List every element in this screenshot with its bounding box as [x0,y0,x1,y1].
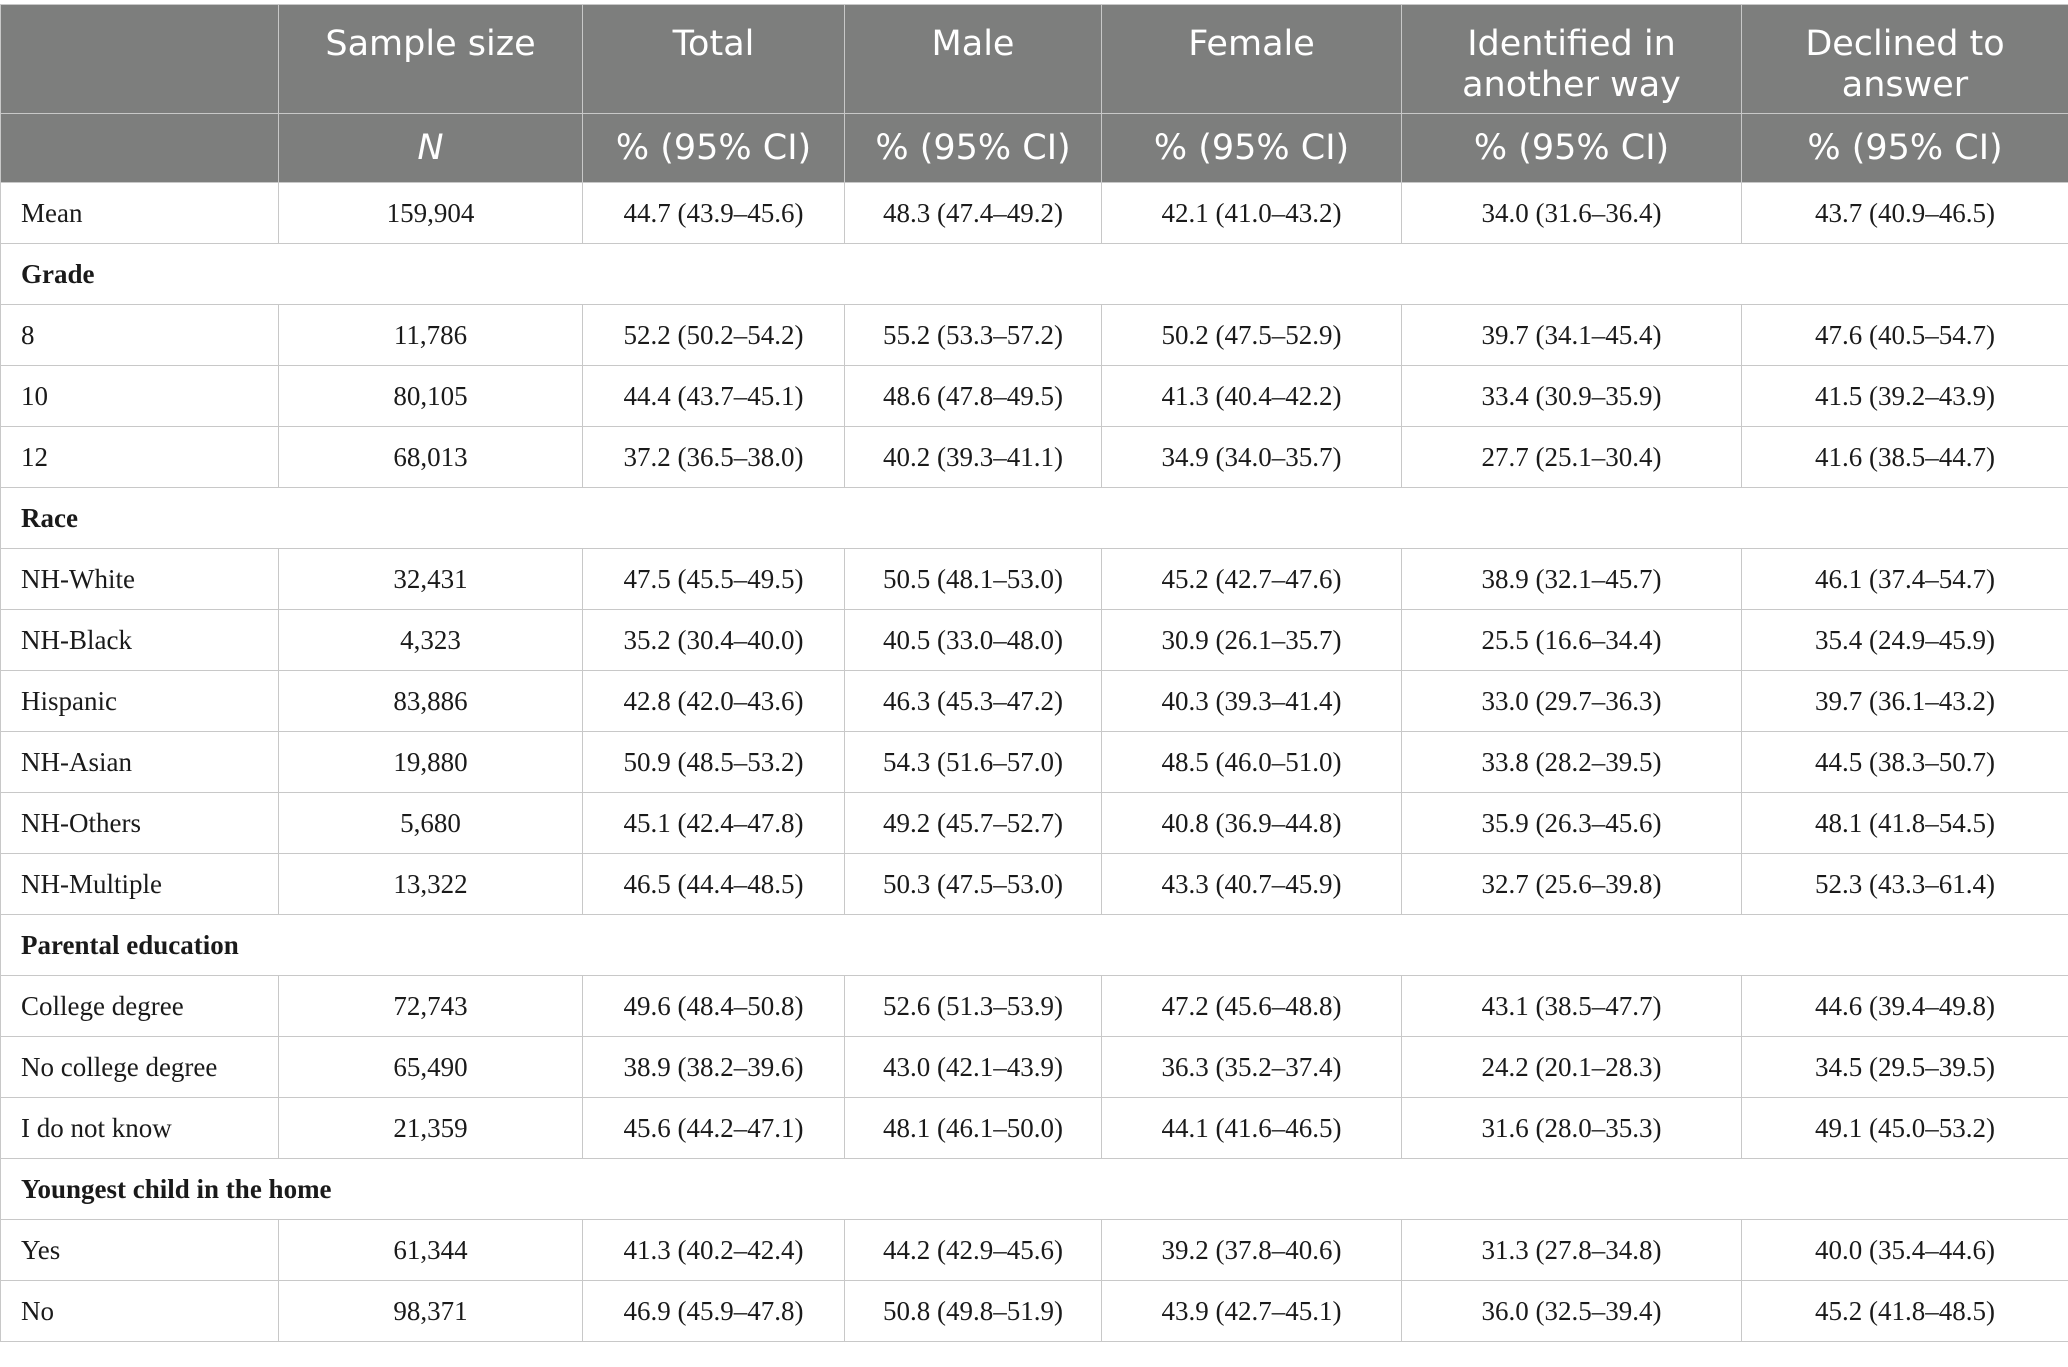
table-cell: 32.7 (25.6–39.8) [1402,854,1742,915]
row-label: 10 [1,366,279,427]
table-cell: 49.6 (48.4–50.8) [583,976,845,1037]
table-cell: 33.0 (29.7–36.3) [1402,671,1742,732]
row-label: Mean [1,183,279,244]
row-label: NH-Asian [1,732,279,793]
table-cell: 47.6 (40.5–54.7) [1742,305,2068,366]
table-cell: 25.5 (16.6–34.4) [1402,610,1742,671]
table-cell: 43.3 (40.7–45.9) [1102,854,1402,915]
table-cell: 41.3 (40.4–42.2) [1102,366,1402,427]
table-cell: 43.7 (40.9–46.5) [1742,183,2068,244]
table-cell: 39.7 (36.1–43.2) [1742,671,2068,732]
table-row [1,854,2068,915]
row-label: NH-Others [1,793,279,854]
row-label: 8 [1,305,279,366]
row-label: 12 [1,427,279,488]
row-label: NH-Black [1,610,279,671]
table-row [1,671,2068,732]
table-row [1,366,2068,427]
table-cell: 48.5 (46.0–51.0) [1102,732,1402,793]
header-male: Male [845,5,1102,114]
section-header-row [1,488,2068,549]
row-label: NH-White [1,549,279,610]
table-row [1,1281,2068,1342]
table-cell: 98,371 [279,1281,583,1342]
table-cell: 39.7 (34.1–45.4) [1402,305,1742,366]
table-cell: 45.2 (42.7–47.6) [1102,549,1402,610]
row-label: Yes [1,1220,279,1281]
table-cell: 44.2 (42.9–45.6) [845,1220,1102,1281]
table-cell: 30.9 (26.1–35.7) [1102,610,1402,671]
table-cell: 61,344 [279,1220,583,1281]
table-cell: 36.0 (32.5–39.4) [1402,1281,1742,1342]
table-cell: 37.2 (36.5–38.0) [583,427,845,488]
subheader-corner [1,114,279,183]
table-cell: 48.3 (47.4–49.2) [845,183,1102,244]
table-cell: 48.1 (41.8–54.5) [1742,793,2068,854]
header-identified-another-way: Identified in another way [1402,5,1742,114]
table-row [1,183,2068,244]
table-row [1,793,2068,854]
table-row [1,610,2068,671]
section-header-row [1,915,2068,976]
table-cell: 5,680 [279,793,583,854]
table-cell: 32,431 [279,549,583,610]
table-cell: 45.2 (41.8–48.5) [1742,1281,2068,1342]
table-cell: 42.8 (42.0–43.6) [583,671,845,732]
table-cell: 44.1 (41.6–46.5) [1102,1098,1402,1159]
table-cell: 21,359 [279,1098,583,1159]
table-cell: 159,904 [279,183,583,244]
table-cell: 52.2 (50.2–54.2) [583,305,845,366]
table-cell: 40.3 (39.3–41.4) [1102,671,1402,732]
table-cell: 34.5 (29.5–39.5) [1742,1037,2068,1098]
section-header-row [1,244,2068,305]
table-cell: 50.9 (48.5–53.2) [583,732,845,793]
row-label: I do not know [1,1098,279,1159]
header-declined-to-answer: Declined to answer [1742,5,2068,114]
table-cell: 46.1 (37.4–54.7) [1742,549,2068,610]
header-row-units [1,114,2068,183]
table-cell: 35.2 (30.4–40.0) [583,610,845,671]
table-cell: 13,322 [279,854,583,915]
table-row [1,732,2068,793]
table-cell: 34.9 (34.0–35.7) [1102,427,1402,488]
table-row [1,427,2068,488]
table-cell: 43.9 (42.7–45.1) [1102,1281,1402,1342]
table-cell: 40.5 (33.0–48.0) [845,610,1102,671]
table-cell: 55.2 (53.3–57.2) [845,305,1102,366]
table-cell: 42.1 (41.0–43.2) [1102,183,1402,244]
table-cell: 40.0 (35.4–44.6) [1742,1220,2068,1281]
table-cell: 41.3 (40.2–42.4) [583,1220,845,1281]
table-cell: 46.3 (45.3–47.2) [845,671,1102,732]
table-row [1,1098,2068,1159]
table-cell: 43.1 (38.5–47.7) [1402,976,1742,1037]
header-corner [1,5,279,114]
table-cell: 50.8 (49.8–51.9) [845,1281,1102,1342]
table-cell: 40.8 (36.9–44.8) [1102,793,1402,854]
subheader-total-ci: % (95% CI) [583,114,845,183]
table-cell: 44.7 (43.9–45.6) [583,183,845,244]
table-cell: 47.2 (45.6–48.8) [1102,976,1402,1037]
table-cell: 31.6 (28.0–35.3) [1402,1098,1742,1159]
table-header [1,5,2068,183]
table-cell: 48.1 (46.1–50.0) [845,1098,1102,1159]
table-row [1,976,2068,1037]
section-label: Grade [1,244,2068,305]
table-cell: 44.5 (38.3–50.7) [1742,732,2068,793]
table-cell: 35.4 (24.9–45.9) [1742,610,2068,671]
table-cell: 33.4 (30.9–35.9) [1402,366,1742,427]
table-cell: 38.9 (38.2–39.6) [583,1037,845,1098]
table-cell: 52.3 (43.3–61.4) [1742,854,2068,915]
table-cell: 49.1 (45.0–53.2) [1742,1098,2068,1159]
table-cell: 50.3 (47.5–53.0) [845,854,1102,915]
table-cell: 31.3 (27.8–34.8) [1402,1220,1742,1281]
row-label: No [1,1281,279,1342]
section-label: Race [1,488,2068,549]
table-cell: 4,323 [279,610,583,671]
table-row [1,305,2068,366]
row-label: No college degree [1,1037,279,1098]
table-cell: 65,490 [279,1037,583,1098]
table-cell: 68,013 [279,427,583,488]
header-sample-size: Sample size [279,5,583,114]
row-label: Hispanic [1,671,279,732]
table-cell: 44.6 (39.4–49.8) [1742,976,2068,1037]
header-total: Total [583,5,845,114]
table-cell: 40.2 (39.3–41.1) [845,427,1102,488]
table-row [1,549,2068,610]
table-cell: 34.0 (31.6–36.4) [1402,183,1742,244]
header-row-titles [1,5,2068,114]
table-cell: 38.9 (32.1–45.7) [1402,549,1742,610]
table-cell: 47.5 (45.5–49.5) [583,549,845,610]
table-row [1,1037,2068,1098]
table-cell: 35.9 (26.3–45.6) [1402,793,1742,854]
table-cell: 49.2 (45.7–52.7) [845,793,1102,854]
table-cell: 41.6 (38.5–44.7) [1742,427,2068,488]
table-cell: 46.5 (44.4–48.5) [583,854,845,915]
table-cell: 11,786 [279,305,583,366]
table-body [1,183,2068,1342]
section-label: Youngest child in the home [1,1159,2068,1220]
table-cell: 39.2 (37.8–40.6) [1102,1220,1402,1281]
table-cell: 72,743 [279,976,583,1037]
table-cell: 52.6 (51.3–53.9) [845,976,1102,1037]
subheader-female-ci: % (95% CI) [1102,114,1402,183]
data-table [0,4,2068,1342]
subheader-another-way-ci: % (95% CI) [1402,114,1742,183]
table-cell: 33.8 (28.2–39.5) [1402,732,1742,793]
table-cell: 46.9 (45.9–47.8) [583,1281,845,1342]
table-cell: 24.2 (20.1–28.3) [1402,1037,1742,1098]
table-cell: 54.3 (51.6–57.0) [845,732,1102,793]
section-header-row [1,1159,2068,1220]
row-label: College degree [1,976,279,1037]
subheader-declined-ci: % (95% CI) [1742,114,2068,183]
table-cell: 83,886 [279,671,583,732]
table-cell: 50.5 (48.1–53.0) [845,549,1102,610]
table-cell: 44.4 (43.7–45.1) [583,366,845,427]
subheader-male-ci: % (95% CI) [845,114,1102,183]
table-cell: 36.3 (35.2–37.4) [1102,1037,1402,1098]
table-cell: 48.6 (47.8–49.5) [845,366,1102,427]
row-label: NH-Multiple [1,854,279,915]
table-cell: 45.1 (42.4–47.8) [583,793,845,854]
header-female: Female [1102,5,1402,114]
table-cell: 19,880 [279,732,583,793]
table-cell: 41.5 (39.2–43.9) [1742,366,2068,427]
section-label: Parental education [1,915,2068,976]
table-cell: 43.0 (42.1–43.9) [845,1037,1102,1098]
table-cell: 80,105 [279,366,583,427]
table-row [1,1220,2068,1281]
subheader-n: N [279,114,583,183]
table-cell: 27.7 (25.1–30.4) [1402,427,1742,488]
table-cell: 50.2 (47.5–52.9) [1102,305,1402,366]
table-cell: 45.6 (44.2–47.1) [583,1098,845,1159]
